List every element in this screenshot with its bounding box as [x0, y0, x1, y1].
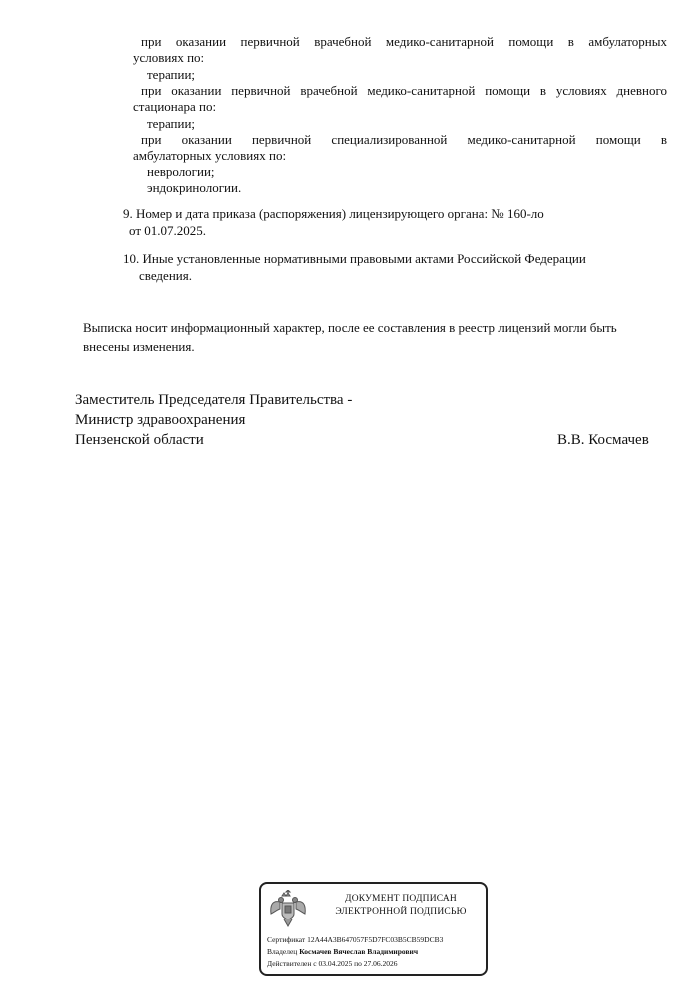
signer-name: В.В. Космачев: [557, 432, 649, 448]
item-9-text: 9. Номер и дата приказа (распоряжения) лицензирующего органа: № 160-ло: [123, 206, 544, 221]
stamp-certificate: [267, 935, 443, 945]
signer-title: Министр здравоохранения: [75, 412, 246, 428]
license-line: терапии;: [147, 116, 196, 131]
stamp-validity: [267, 959, 398, 969]
license-line: терапии;: [147, 67, 196, 82]
owner-value: Космачев Вячеслав Владимирович: [299, 947, 419, 956]
certificate-value: 12A44A3B647057F5D7FC03B5CB59DCB3: [307, 935, 444, 944]
stamp-title: ДОКУМЕНТ ПОДПИСАН: [345, 894, 457, 904]
notice-text: Выписка носит информационный характер, после ее составления в реестр лицензий могли быть: [83, 320, 617, 335]
stamp-owner: [267, 947, 418, 957]
license-line: неврологии;: [147, 164, 215, 179]
valid-label: Действителен с: [267, 959, 317, 968]
item-10-text-cont: сведения.: [139, 268, 192, 283]
certificate-label: Сертификат: [267, 935, 306, 944]
electronic-signature-stamp: [259, 882, 488, 976]
item-10-text: 10. Иные установленные нормативными правовыми актами Российской Федерации: [123, 251, 586, 266]
license-line: стационара по:: [133, 99, 217, 114]
valid-to: 27.06.2026: [363, 959, 398, 968]
item-9-date: от 01.07.2025.: [129, 223, 207, 238]
license-line: амбулаторных условиях по:: [133, 148, 287, 163]
stamp-subtitle: ЭЛЕКТРОННОЙ ПОДПИСЬЮ: [335, 907, 467, 917]
license-line: при оказании первичной врачебной медико-санитарной помощи в условиях дневного: [141, 83, 667, 98]
valid-from: 03.04.2025: [318, 959, 353, 968]
signer-title: Пензенской области: [75, 432, 204, 448]
license-line: эндокринологии.: [147, 180, 242, 195]
coat-of-arms-icon: [268, 890, 308, 928]
owner-label: Владелец: [267, 947, 298, 956]
signer-title: Заместитель Председателя Правительства -: [75, 392, 353, 408]
license-line: при оказании первичной специализированной медико-санитарной помощи в: [141, 132, 667, 147]
valid-to-label: по: [354, 959, 362, 968]
license-line: условиях по:: [133, 50, 205, 65]
notice-text-cont: внесены изменения.: [83, 339, 195, 354]
license-line: при оказании первичной врачебной медико-санитарной помощи в амбулаторных: [141, 34, 667, 49]
